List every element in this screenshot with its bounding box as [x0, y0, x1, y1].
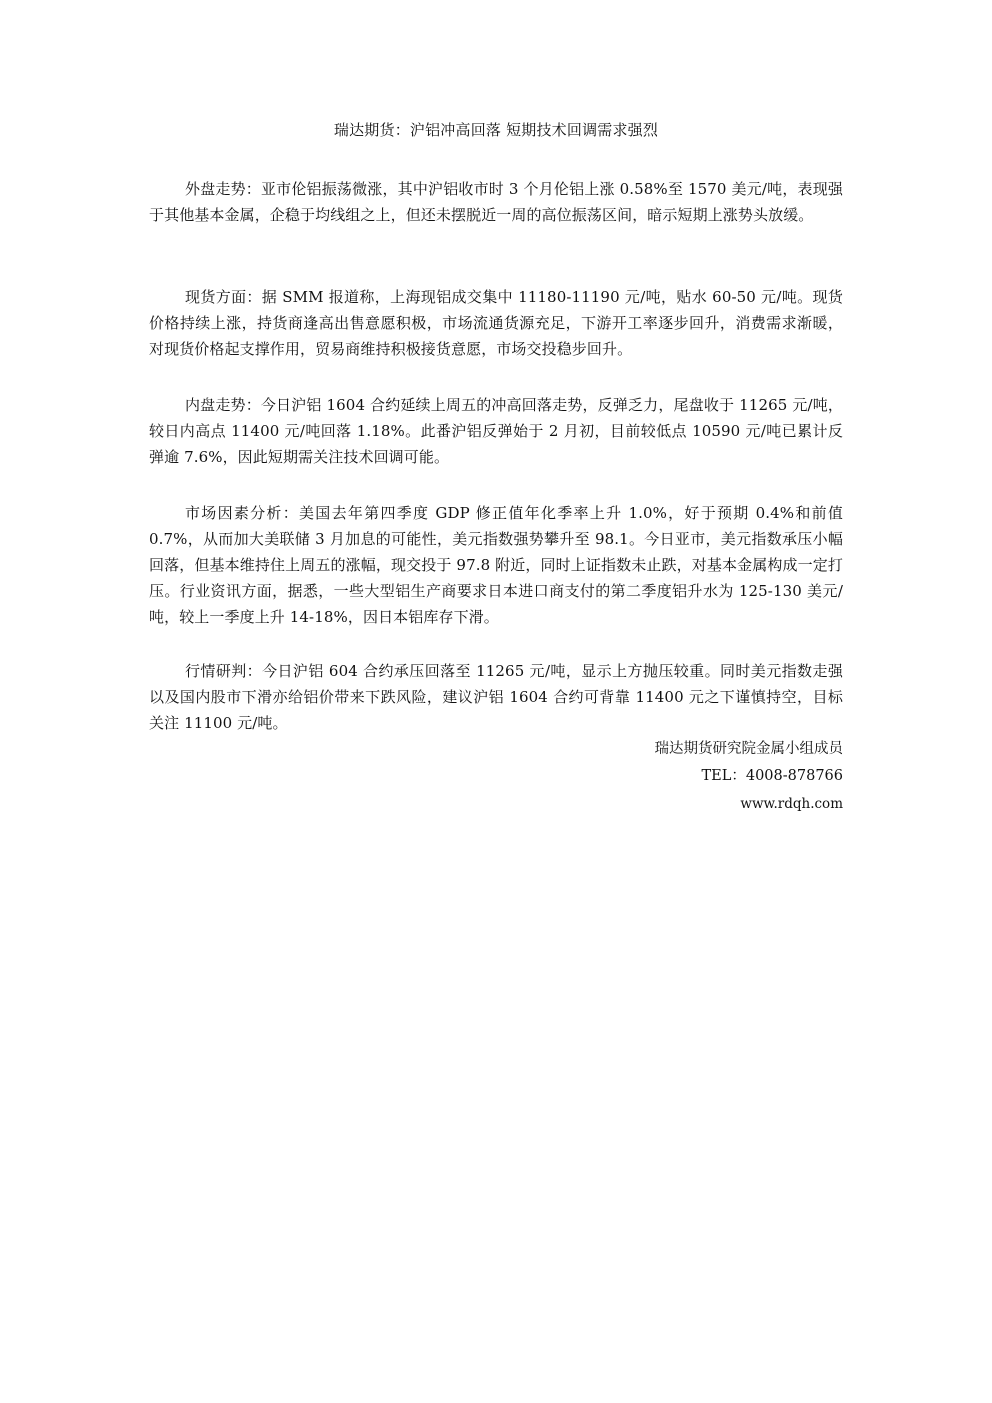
- paragraph-domestic-market: 内盘走势：今日沪铝 1604 合约延续上周五的冲高回落走势，反弹乏力，尾盘收于 11265 元/吨，较日内高点 11400 元/吨回落 1.18%。此番沪铝反弹始于 2 月初，目前较低点 10590 元/吨已累计反弹逾 7.6%，因此短期需关注技术回调可能。: [149, 396, 843, 466]
- signature-website: www.rdqh.com: [740, 796, 843, 812]
- paragraph-external-market: 外盘走势：亚市伦铝振荡微涨，其中沪铝收市时 3 个月伦铝上涨 0.58%至 1570 美元/吨，表现强于其他基本金属，企稳于均线组之上，但还未摆脱近一周的高位振荡区间，暗示短期上涨势头放缓。: [149, 180, 843, 224]
- document-title: 瑞达期货：沪铝冲高回落 短期技术回调需求强烈: [333, 121, 659, 139]
- paragraph-spot-market: 现货方面：据 SMM 报道称，上海现铝成交集中 11180-11190 元/吨，贴水 60-50 元/吨。现货价格持续上涨，持货商逢高出售意愿积极，市场流通货源充足，下游开工率逐步回升，消费需求渐暖，对现货价格起支撑作用，贸易商维持积极接货意愿，市场交投稳步回升。: [149, 288, 843, 358]
- paragraph-market-factors: 市场因素分析：美国去年第四季度 GDP 修正值年化季率上升 1.0%，好于预期 0.4%和前值 0.7%，从而加大美联储 3 月加息的可能性，美元指数强势攀升至 98.1。今日亚市，美元指数承压小幅回落，但基本维持住上周五的涨幅，现交投于 97.8 附近，同时上证指数未止跌，对基本金属构成一定打压。行业资讯方面，据悉，一些大型铝生产商要求日本进口商支付的第二季度铝升水为 125-130 美元/吨，较上一季度上升 14-18%，因日本铝库存下滑。: [149, 504, 843, 626]
- signature-phone: TEL：4008-878766: [701, 768, 843, 784]
- paragraph-outlook: 行情研判：今日沪铝 604 合约承压回落至 11265 元/吨，显示上方抛压较重。同时美元指数走强以及国内股市下滑亦给铝价带来下跌风险，建议沪铝 1604 合约可背靠 11400 元之下谨慎持空，目标关注 11100 元/吨。: [149, 662, 843, 732]
- signature-team: 瑞达期货研究院金属小组成员: [654, 741, 843, 757]
